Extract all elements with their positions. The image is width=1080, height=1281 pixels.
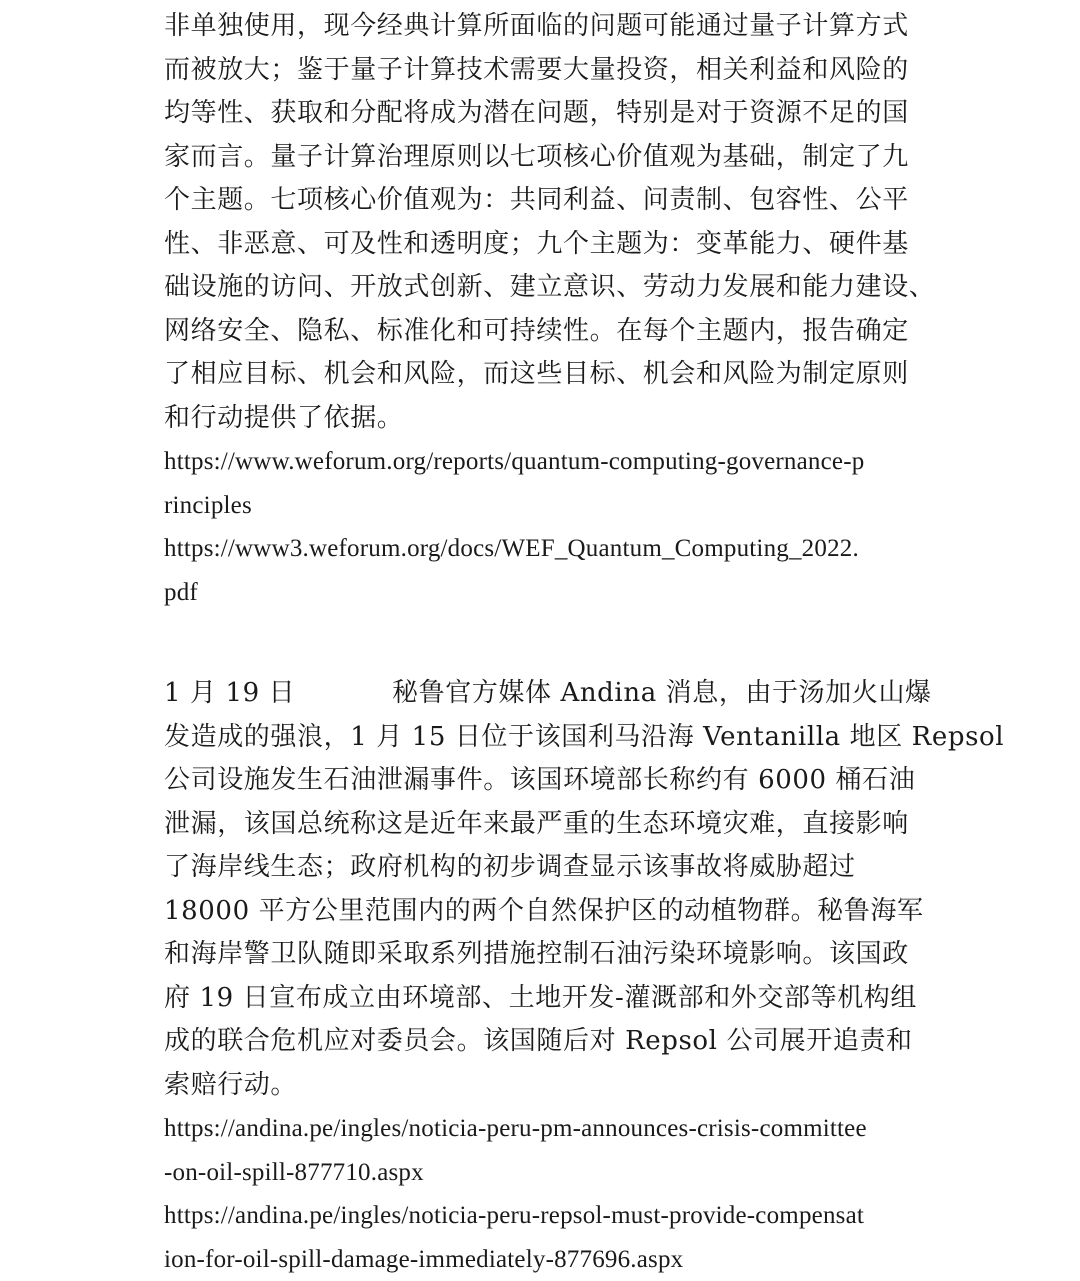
section-peru-oil-spill	[164, 672, 920, 1281]
paragraph-line: 性、非恶意、可及性和透明度；九个主题为：变革能力、硬件基	[164, 223, 920, 267]
paragraph-line: 个主题。七项核心价值观为：共同利益、问责制、包容性、公平	[164, 179, 920, 223]
paragraph-line: 而被放大；鉴于量子计算技术需要大量投资，相关利益和风险的	[164, 49, 920, 93]
section-spacer	[164, 614, 920, 672]
entry-date: 1 月 19 日	[164, 672, 392, 716]
paragraph-line: 均等性、获取和分配将成为潜在问题，特别是对于资源不足的国	[164, 92, 920, 136]
paragraph-line: 了相应目标、机会和风险，而这些目标、机会和风险为制定原则	[164, 353, 920, 397]
paragraph-line: 家而言。量子计算治理原则以七项核心价值观为基础，制定了九	[164, 136, 920, 180]
paragraph-line: 索赔行动。	[164, 1064, 920, 1108]
reference-url-line: ion-for-oil-spill-damage-immediately-877696.aspx	[164, 1238, 920, 1281]
paragraph-line: 府 19 日宣布成立由环境部、土地开发-灌溉部和外交部等机构组	[164, 977, 920, 1021]
reference-url-line: pdf	[164, 571, 920, 615]
document-page	[164, 0, 920, 1281]
paragraph-line: 公司设施发生石油泄漏事件。该国环境部长称约有 6000 桶石油	[164, 759, 920, 803]
paragraph-line: 泄漏，该国总统称这是近年来最严重的生态环境灾难，直接影响	[164, 803, 920, 847]
entry-lead-text: 秘鲁官方媒体 Andina 消息，由于汤加火山爆	[392, 678, 932, 708]
entry-first-line	[164, 672, 920, 716]
paragraph-line: 了海岸线生态；政府机构的初步调查显示该事故将威胁超过	[164, 846, 920, 890]
paragraph-line: 非单独使用，现今经典计算所面临的问题可能通过量子计算方式	[164, 5, 920, 49]
paragraph-line: 网络安全、隐私、标准化和可持续性。在每个主题内，报告确定	[164, 310, 920, 354]
paragraph-line: 和行动提供了依据。	[164, 397, 920, 441]
paragraph-line: 发造成的强浪，1 月 15 日位于该国利马沿海 Ventanilla 地区 Repsol	[164, 716, 920, 760]
paragraph-line: 18000 平方公里范围内的两个自然保护区的动植物群。秘鲁海军	[164, 890, 920, 934]
paragraph-line: 和海岸警卫队随即采取系列措施控制石油污染环境影响。该国政	[164, 933, 920, 977]
reference-url-line: https://andina.pe/ingles/noticia-peru-pm-announces-crisis-committee	[164, 1107, 920, 1151]
paragraph-line: 础设施的访问、开放式创新、建立意识、劳动力发展和能力建设、	[164, 266, 920, 310]
reference-url-line: https://andina.pe/ingles/noticia-peru-repsol-must-provide-compensat	[164, 1194, 920, 1238]
reference-url-line: https://www3.weforum.org/docs/WEF_Quantum_Computing_2022.	[164, 527, 920, 571]
paragraph-line: 成的联合危机应对委员会。该国随后对 Repsol 公司展开追责和	[164, 1020, 920, 1064]
section-quantum-governance	[164, 5, 920, 614]
reference-url-line: https://www.weforum.org/reports/quantum-computing-governance-p	[164, 440, 920, 484]
reference-url-line: rinciples	[164, 484, 920, 528]
reference-url-line: -on-oil-spill-877710.aspx	[164, 1151, 920, 1195]
